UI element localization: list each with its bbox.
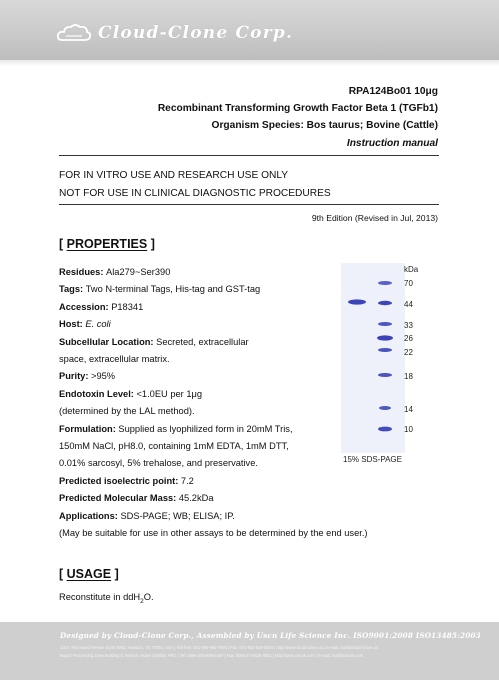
- usage-text-end: O.: [143, 592, 154, 602]
- label: Tags:: [59, 284, 86, 295]
- prop-formulation: [59, 421, 349, 438]
- value: SDS-PAGE; WB; ELISA; IP.: [120, 510, 235, 521]
- heading-bracket-open: [: [59, 237, 67, 251]
- marker-label: 26: [404, 334, 413, 343]
- footer-address-us: 1027, Richmond Avenue Suite 3993, Houston, TX 77002, USA | Toll-free: 001-800-982-7593 | Fax: 001-832-538-0304 | http://www.cloud-clone.us | E-mail: mail@cloud-clone.us: [60, 645, 379, 650]
- gel-bands: [341, 263, 405, 453]
- marker-band-22: [378, 348, 392, 352]
- cloud-icon: [56, 22, 92, 44]
- value: >95%: [91, 371, 116, 382]
- marker-label: 33: [404, 321, 413, 330]
- sample-band: [348, 299, 366, 304]
- label: Predicted Molecular Mass:: [59, 493, 179, 504]
- marker-label: 22: [404, 348, 413, 357]
- header-fade: [0, 60, 499, 66]
- marker-band-70: [378, 281, 392, 285]
- usage-warnings: [59, 167, 331, 202]
- marker-band-33: [378, 322, 392, 326]
- gel-unit: kDa: [404, 265, 419, 274]
- header-band: [0, 0, 499, 60]
- prop-formulation-cont-1: 150mM NaCl, pH8.0, containing 1mM EDTA, 1mM DTT,: [59, 441, 289, 452]
- product-code: RPA124Bo01 10μg: [348, 86, 438, 97]
- marker-band-10: [378, 427, 392, 432]
- value: <1.0EU per 1μg: [136, 388, 203, 399]
- footer-band: [0, 622, 499, 680]
- value: E. coli: [85, 319, 111, 330]
- brand-logo: [56, 22, 293, 44]
- prop-tags: [59, 281, 349, 298]
- heading-text: PROPERTIES: [66, 237, 148, 251]
- marker-band-44: [378, 301, 392, 305]
- value: Secreted, extracellular: [156, 336, 249, 347]
- warning-line-1: FOR IN VITRO USE AND RESEARCH USE ONLY: [59, 170, 289, 181]
- product-title-block: [158, 83, 438, 152]
- prop-endotoxin-cont: (determined by the LAL method).: [59, 406, 195, 417]
- prop-subcellular: [59, 334, 349, 351]
- marker-band-14: [379, 406, 391, 410]
- label: Host:: [59, 319, 86, 330]
- label: Subcellular Location:: [59, 336, 157, 347]
- prop-accession: [59, 299, 349, 316]
- label: Purity:: [59, 371, 92, 382]
- value: Two N-terminal Tags, His-tag and GST-tag: [85, 284, 261, 295]
- value: Ala279~Ser390: [106, 267, 171, 277]
- value: Supplied as lyophilized form in 20mM Tris,: [118, 423, 293, 434]
- heading-bracket-open: [: [59, 567, 67, 581]
- label: Accession:: [59, 301, 112, 312]
- gel-caption: 15% SDS-PAGE: [343, 455, 402, 464]
- prop-applications: [59, 508, 349, 525]
- marker-band-18: [378, 373, 392, 377]
- warning-line-2: NOT FOR USE IN CLINICAL DIAGNOSTIC PROCEDURES: [59, 187, 331, 199]
- footer-credits: Designed by Cloud-Clone Corp., Assembled by Uscn Life Science Inc. ISO9001:2008 ISO13485:2003: [60, 631, 481, 640]
- label: Formulation:: [59, 423, 119, 434]
- usage-heading: [59, 567, 119, 581]
- marker-label: 70: [404, 279, 413, 288]
- prop-purity: [59, 368, 349, 385]
- heading-text: USAGE: [66, 567, 112, 581]
- heading-bracket-close: ]: [147, 237, 155, 251]
- marker-label: 10: [404, 425, 413, 434]
- label: Applications:: [59, 510, 121, 521]
- prop-host: [59, 316, 349, 333]
- marker-label: 44: [404, 300, 413, 309]
- prop-formulation-cont-2: 0.01% sarcosyl, 5% trehalose, and preservative.: [59, 458, 258, 469]
- prop-residues: [59, 264, 349, 281]
- heading-bracket-close: ]: [111, 567, 119, 581]
- prop-subcellular-cont: space, extracellular matrix.: [59, 354, 170, 365]
- doc-type: Instruction manual: [346, 137, 438, 149]
- properties-list: [59, 264, 368, 543]
- sds-page-gel-image: [341, 263, 405, 453]
- marker-band-26: [377, 335, 393, 340]
- properties-heading: [59, 237, 155, 251]
- prop-isoelectric: [59, 473, 349, 490]
- usage-text-main: Reconstitute in ddH: [59, 592, 141, 602]
- prop-endotoxin: [59, 386, 349, 403]
- marker-label: 18: [404, 372, 413, 381]
- label: Residues:: [59, 267, 107, 277]
- divider-top: [59, 155, 439, 156]
- label: Endotoxin Level:: [59, 388, 137, 399]
- value: P18341: [111, 301, 144, 312]
- usage-instructions: [59, 592, 154, 605]
- footer-address-cn: Export Processing Zone Building 8, Wuhan, Hubei 430056, PRC | Tel: 0086-400-888-6467 | Fax: 0086-27-8425-9551 | http://www.uscnk.com | E-mail: mail@uscnk.com: [60, 653, 364, 658]
- brand-name: Cloud-Clone Corp.: [98, 23, 294, 43]
- prop-molecular-mass: [59, 490, 349, 507]
- prop-applications-note: (May be suitable for use in other assays to be determined by the end user.): [59, 528, 368, 539]
- organism-species: Organism Species: Bos taurus; Bovine (Cattle): [211, 120, 438, 132]
- usage-subscript: 2: [140, 597, 144, 605]
- edition-note: 9th Edition (Revised in Jul, 2013): [311, 213, 438, 223]
- divider-middle: [59, 204, 439, 205]
- marker-label: 14: [404, 405, 413, 414]
- value: 45.2kDa: [178, 493, 214, 504]
- label: Predicted isoelectric point:: [59, 475, 181, 486]
- value: 7.2: [180, 475, 194, 486]
- product-name: Recombinant Transforming Growth Factor Beta 1 (TGFb1): [157, 103, 438, 115]
